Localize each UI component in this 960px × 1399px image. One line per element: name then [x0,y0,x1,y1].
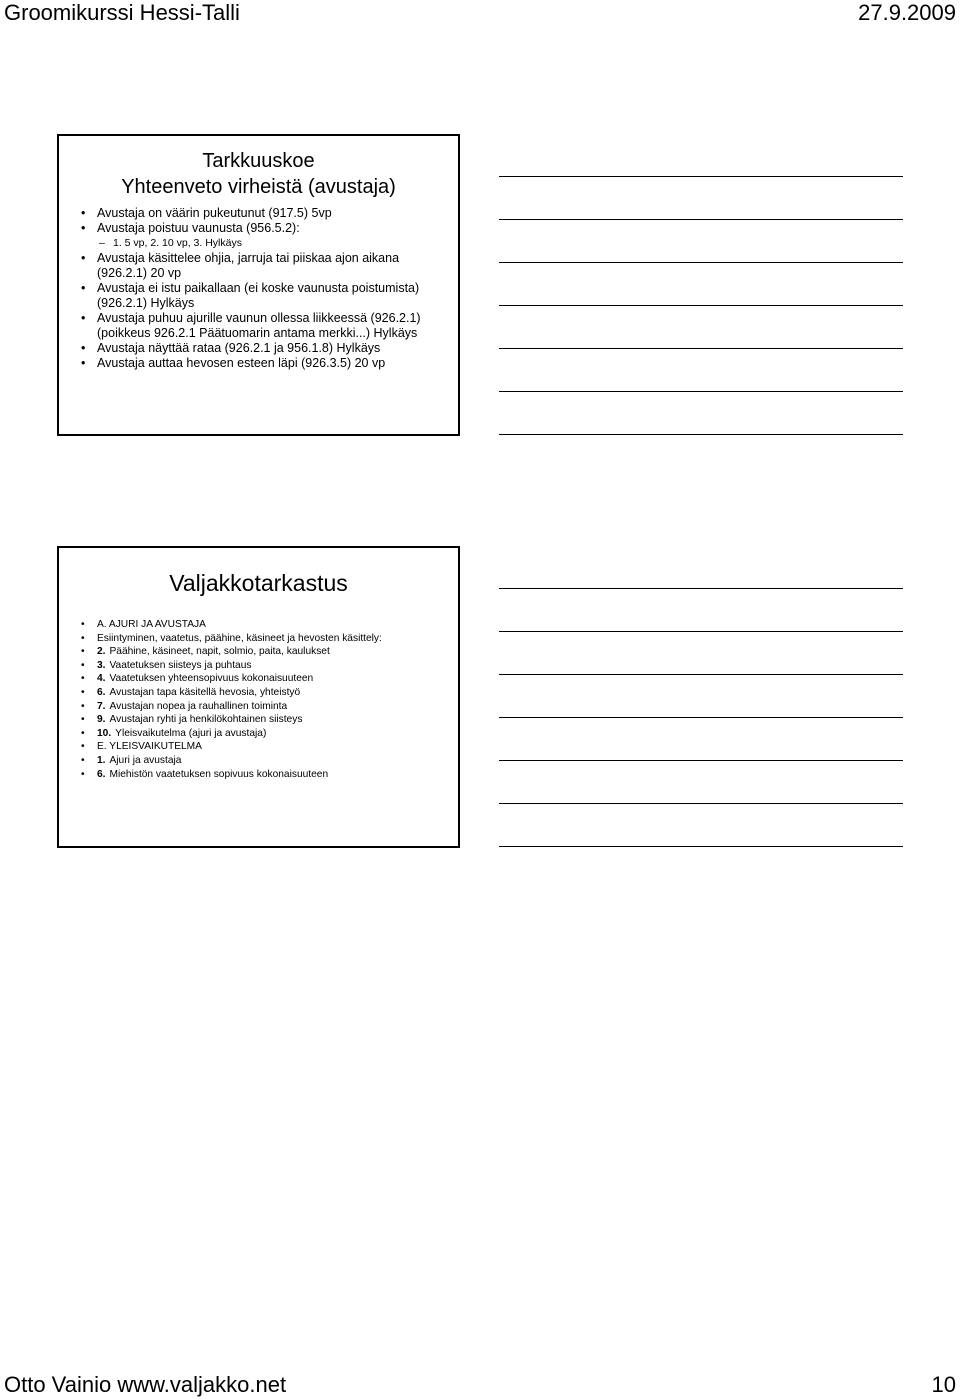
list-item: • 6. Avustajan tapa käsitellä hevosia, yhteistyö [81,686,451,700]
list-item: • Avustaja puhuu ajurille vaunun ollessa liikkeessä (926.2.1) (poikkeus 926.2.1 Päätuomarin antama merkki...) Hylkäys [81,311,451,341]
note-line [499,760,903,761]
list-item: • Esiintyminen, vaatetus, päähine, käsineet ja hevosten käsittely: [81,632,451,646]
list-item: • Avustaja poistuu vaunusta (956.5.2): [81,221,451,236]
list-item: • 6. Miehistön vaatetuksen sopivuus kokonaisuuteen [81,768,451,782]
list-item: • 4. Vaatetuksen yhteensopivuus kokonaisuuteen [81,672,451,686]
error-list [81,206,451,371]
slide-tarkkuuskoe [57,134,460,436]
note-line [499,846,903,847]
note-line [499,588,903,589]
note-line [499,348,903,349]
list-item: • Avustaja ei istu paikallaan (ei koske vaunusta poistumista) (926.2.1) Hylkäys [81,281,451,311]
note-line [499,219,903,220]
list-item: • Avustaja auttaa hevosen esteen läpi (926.3.5) 20 vp [81,356,451,371]
list-item: • 2. Päähine, käsineet, napit, solmio, paita, kaulukset [81,645,451,659]
note-line [499,391,903,392]
note-line [499,631,903,632]
note-line [499,305,903,306]
list-item: • 1. Ajuri ja avustaja [81,754,451,768]
slide-title: Tarkkuuskoe [202,150,315,172]
slide-valjakkotarkastus [57,546,460,848]
note-line [499,717,903,718]
note-line [499,434,903,435]
note-line [499,803,903,804]
list-item: • Avustaja käsittelee ohjia, jarruja tai piiskaa ajon aikana (926.2.1) 20 vp [81,251,451,281]
inspection-list [81,618,451,781]
footer-author: Otto Vainio www.valjakko.net [4,1372,287,1397]
slide-title: Valjakkotarkastus [169,570,348,596]
note-line [499,176,903,177]
list-item: • E. YLEISVAIKUTELMA [81,740,451,754]
list-item: • Avustaja on väärin pukeutunut (917.5) 5vp [81,206,451,221]
note-line [499,674,903,675]
list-item: • Avustaja näyttää rataa (926.2.1 ja 956.1.8) Hylkäys [81,341,451,356]
page-number: 10 [931,1372,956,1397]
list-subitem: – 1. 5 vp, 2. 10 vp, 3. Hylkäys [81,236,451,251]
header-date: 27.9.2009 [858,0,956,25]
header-course-title: Groomikurssi Hessi-Talli [4,0,240,25]
list-item: • 3. Vaatetuksen siisteys ja puhtaus [81,659,451,673]
list-item: • 10. Yleisvaikutelma (ajuri ja avustaja) [81,727,451,741]
list-item: • 7. Avustajan nopea ja rauhallinen toiminta [81,700,451,714]
note-line [499,262,903,263]
list-item: • A. AJURI JA AVUSTAJA [81,618,451,632]
list-item: • 9. Avustajan ryhti ja henkilökohtainen siisteys [81,713,451,727]
slide-subtitle: Yhteenveto virheistä (avustaja) [121,176,396,198]
